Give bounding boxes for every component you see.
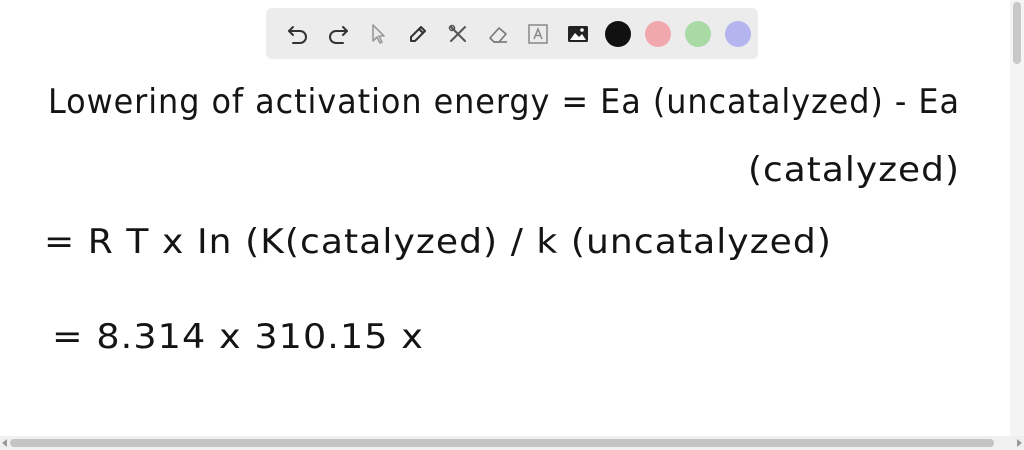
vertical-scrollbar[interactable] bbox=[1010, 0, 1024, 436]
horizontal-scrollbar[interactable] bbox=[0, 436, 1024, 450]
scroll-right-icon[interactable] bbox=[1017, 439, 1022, 447]
handwritten-line-3: = R T x In (K(catalyzed) / k (uncatalyzed) bbox=[44, 222, 832, 262]
handwritten-line-1: Lowering of activation energy = Ea (uncatalyzed) - Ea bbox=[48, 82, 960, 122]
handwritten-line-4: = 8.314 x 310.15 x bbox=[52, 317, 424, 357]
horizontal-scroll-thumb[interactable] bbox=[10, 439, 994, 447]
handwritten-line-2: (catalyzed) bbox=[748, 150, 960, 190]
scroll-left-icon[interactable] bbox=[2, 439, 7, 447]
vertical-scroll-thumb[interactable] bbox=[1013, 2, 1021, 64]
